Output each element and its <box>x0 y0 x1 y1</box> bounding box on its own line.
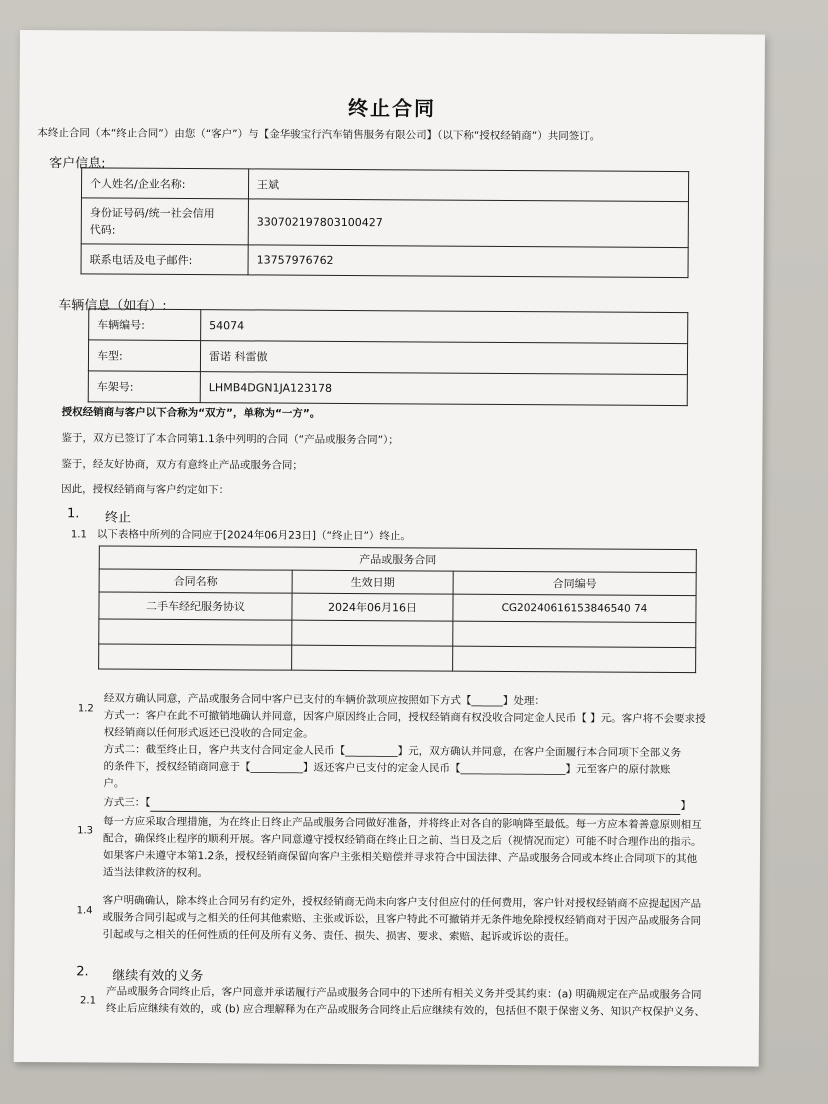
recital-parties: 授权经销商与客户以下合称为“双方”，单称为“一方”。 <box>61 406 321 420</box>
contract-cell-date: 2024年06月16日 <box>292 593 453 621</box>
table-row <box>88 340 687 375</box>
clause-1-4-number: 1.4 <box>76 905 93 917</box>
clause-1-4-line-2: 或服务合同引起或与之相关的任何其他索赔、主张或诉讼，且客户特此不可撤销并无条件地免除授权经销商对于因产品或服务合同 <box>102 911 702 928</box>
clause-1-3-line-1: 每一方应采取合理措施，为在终止日终止产品或服务合同做好准备，并将终止对各自的影响降至最低。每一方应本着善意原则相互 <box>103 815 702 832</box>
contract-cell-name: 二手车经纪服务协议 <box>99 592 292 620</box>
table-row <box>81 244 688 278</box>
table-row <box>99 644 696 673</box>
vehicle-table <box>88 308 689 406</box>
clause-1-2-number: 1.2 <box>77 703 94 715</box>
contract-cell-number: CG20240616153846540 74 <box>453 594 696 622</box>
contract-table <box>98 545 697 673</box>
section-1-title: 终止 <box>104 510 132 526</box>
customer-name-value: 王斌 <box>248 169 688 202</box>
clause-1-4-line-1: 客户明确确认，除本终止合同另有约定外，授权经销商无尚未向客户支付但应付的任何费用，客户针对授权经销商不应提起因产品 <box>102 894 702 911</box>
clause-1-3-line-4: 适当法律救济的权利。 <box>102 866 208 880</box>
customer-id-label: 身份证号码/统一社会信用 代码: <box>81 198 248 245</box>
section-2-title: 继续有效的义务 <box>112 968 204 985</box>
customer-id-value: 330702197803100427 <box>248 199 688 248</box>
clause-1-3-line-3: 如果客户未遵守本第1.2条，授权经销商保留向客户主张相关赔偿并寻求符合中国法律、产品或服务合同或本终止合同项下的其他 <box>102 849 698 866</box>
contract-header-name: 合同名称 <box>99 569 292 593</box>
table-row <box>88 371 687 406</box>
option-3-label: 方式三：【 <box>103 796 151 809</box>
recital-whereas-1: 鉴于，双方已签订了本合同第1.1条中列明的合同（“产品或服务合同”）； <box>61 432 399 447</box>
clause-1-2-line-3: 权经销商以任何形式返还已没收的合同定金。 <box>103 726 314 740</box>
contract-table-caption: 产品或服务合同 <box>99 546 696 573</box>
document-title: 终止合同 <box>347 96 437 121</box>
table-row <box>99 592 696 623</box>
contract-cell-empty <box>453 621 696 647</box>
vehicle-number-label: 车辆编号: <box>89 309 201 341</box>
table-row <box>81 198 688 248</box>
clause-1-3-number: 1.3 <box>77 825 94 837</box>
section-1-number: 1. <box>66 506 80 522</box>
contract-cell-empty <box>292 620 453 646</box>
clause-1-2-line-4: 方式二：截至终止日，客户共支付合同定金人民币【__________】元，双方确认并同意，在客户全面履行本合同项下全部义务 <box>103 743 682 760</box>
table-row <box>89 309 688 344</box>
clause-1-2-line-2: 方式一：客户在此不可撤销地确认并同意，因客户原因终止合同，授权经销商有权没收合同定金人民币【 】元。客户将不会要求授 <box>103 709 706 726</box>
customer-contact-label: 联系电话及电子邮件: <box>81 244 248 275</box>
clause-1-2-line-6: 户。 <box>103 777 125 790</box>
table-row <box>99 619 696 648</box>
contract-header-number: 合同编号 <box>453 571 696 595</box>
recital-whereas-2: 鉴于，经友好协商，双方有意终止产品或服务合同； <box>61 458 303 472</box>
contract-cell-empty <box>453 646 696 672</box>
vehicle-model-value: 雷诺 科雷傲 <box>200 341 687 375</box>
section-2-number: 2. <box>76 964 89 980</box>
clause-1-4-line-3: 引起或与之相关的任何性质的任何及所有义务、责任、损失、损害、要求、索赔、起诉或诉讼的责任。 <box>102 928 576 944</box>
clause-1-3-line-2: 配合，确保终止程序的顺利开展。客户同意遵守授权经销商在终止日之前、当日及之后（视情况而定）可能不时合理作出的指示。 <box>103 832 702 849</box>
intro-paragraph: 本终止合同（本“终止合同”）由您（“客户”）与【金华骏宝行汽车销售服务有限公司】（以下称“授权经销商”）共同签订。 <box>37 127 601 143</box>
clause-1-2-line-5: 的条件下，授权经销商同意于【__________】返还客户已支付的定金人民币【____________________】元至客户的原付款账 <box>103 760 671 776</box>
vehicle-heading: 车辆信息（如有）: <box>58 298 167 314</box>
clause-2-1-line-2: 终止后应继续有效的，或 (b) 应合理解释为在产品或服务合同终止后应继续有效的，包括但不限于保密义务、知识产权保护义务、 <box>105 1002 706 1019</box>
option-3-blank <box>150 799 680 815</box>
clause-1-2-option-3 <box>103 795 703 816</box>
document-page <box>14 30 765 1067</box>
customer-heading: 客户信息: <box>49 156 106 172</box>
contract-cell-empty <box>99 644 292 670</box>
clause-1-2-line-1: 经双方确认同意，产品或服务合同中客户已支付的车辆价款项应按照如下方式【______】处理： <box>103 692 545 708</box>
clause-1-1-text: 以下表格中所列的合同应于[2024年06月23日]（“终止日”）终止。 <box>96 528 411 543</box>
customer-contact-value: 13757976762 <box>248 245 688 278</box>
table-row <box>81 168 688 202</box>
clause-1-1-number: 1.1 <box>70 529 87 541</box>
customer-table <box>81 167 690 278</box>
recital-therefore: 因此，授权经销商与客户约定如下： <box>61 483 230 497</box>
contract-cell-empty <box>99 619 292 645</box>
vehicle-model-label: 车型: <box>88 340 200 372</box>
vehicle-vin-label: 车架号: <box>88 371 200 403</box>
vehicle-number-value: 54074 <box>201 310 688 344</box>
option-3-bracket-end: 】 <box>680 800 692 813</box>
contract-cell-empty <box>292 645 453 671</box>
clause-2-1-line-1: 产品或服务合同终止后，客户同意并承诺履行产品或服务合同中的下述所有相关义务并受其约束：(a) 明确规定在产品或服务合同 <box>106 985 702 1002</box>
contract-header-date: 生效日期 <box>292 570 453 594</box>
vehicle-vin-value: LHMB4DGN1JA123178 <box>200 372 687 406</box>
clause-2-1-number: 2.1 <box>80 995 97 1007</box>
customer-name-label: 个人姓名/企业名称: <box>81 168 248 199</box>
